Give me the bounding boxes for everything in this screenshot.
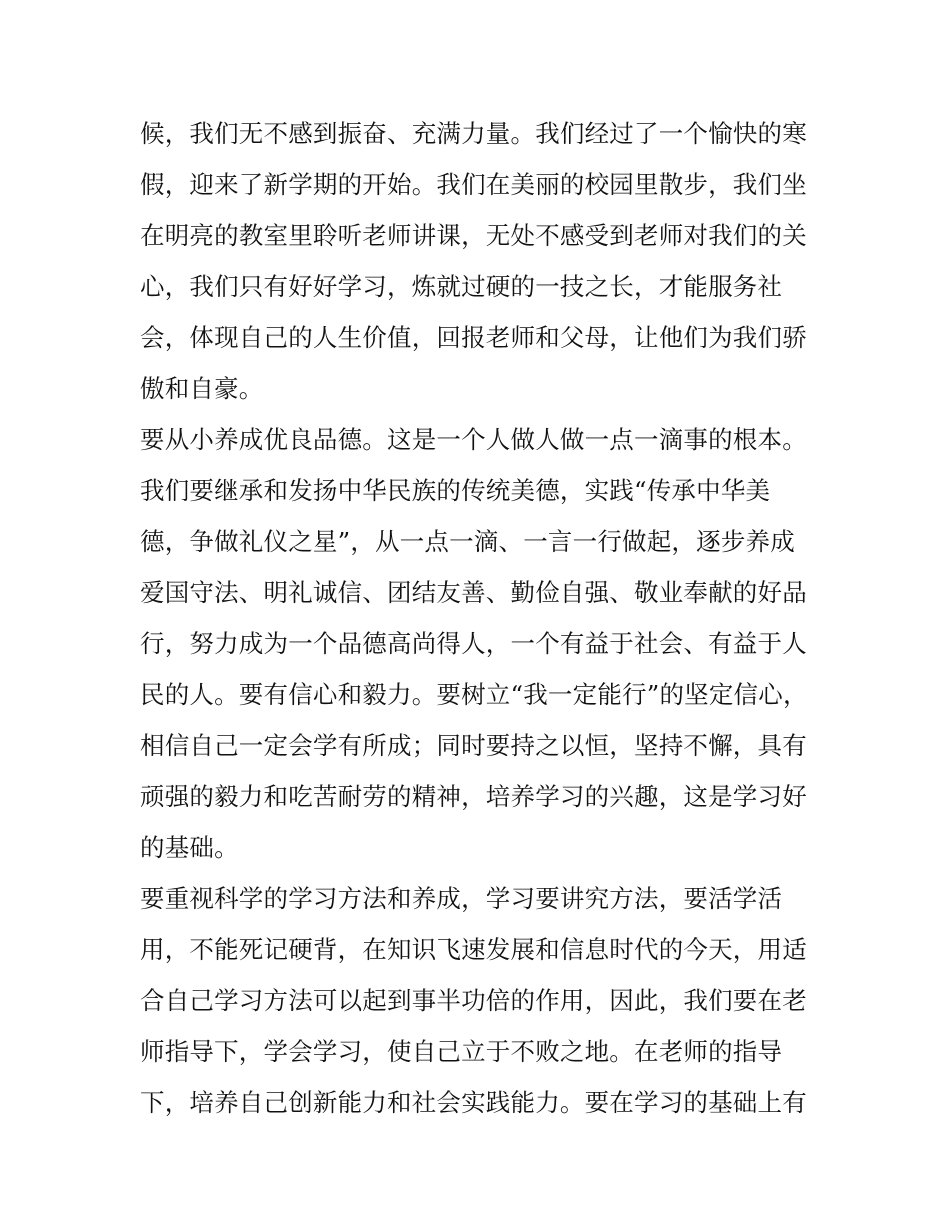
- text-line: 相信自己一定会学有所成；同时要持之以恒，坚持不懈，具有: [140, 731, 807, 760]
- text-line: 师指导下，学会学习，使自己立于不败之地。在老师的指导: [140, 1037, 783, 1066]
- text-line: 下，培养自己创新能力和社会实践能力。要在学习的基础上有: [140, 1088, 807, 1117]
- text-line: 要从小养成优良品德。这是一个人做人做一点一滴事的根本。: [140, 425, 807, 454]
- text-line: 的基础。: [140, 833, 239, 862]
- body-text: [140, 108, 820, 1128]
- text-line: 假，迎来了新学期的开始。我们在美丽的校园里散步，我们坐: [140, 170, 807, 199]
- text-line: 在明亮的教室里聆听老师讲课，无处不感受到老师对我们的关: [140, 221, 807, 250]
- text-line: 德，争做礼仪之星”，从一点一滴、一言一行做起，逐步养成: [140, 527, 795, 556]
- text-line: 民的人。要有信心和毅力。要树立“我一定能行”的坚定信心，: [140, 680, 808, 709]
- text-line: 心，我们只有好好学习，炼就过硬的一技之长，才能服务社: [140, 272, 783, 301]
- text-line: 顽强的毅力和吃苦耐劳的精神，培养学习的兴趣，这是学习好: [140, 782, 807, 811]
- text-line: 傲和自豪。: [140, 374, 264, 403]
- text-line: 我们要继承和发扬中华民族的传统美德，实践“传承中华美: [140, 476, 771, 505]
- text-line: 行，努力成为一个品德高尚得人，一个有益于社会、有益于人: [140, 629, 807, 658]
- text-line: 爱国守法、明礼诚信、团结友善、勤俭自强、敬业奉献的好品: [140, 578, 807, 607]
- text-line: 会，体现自己的人生价值，回报老师和父母，让他们为我们骄: [140, 323, 807, 352]
- text-line: 合自己学习方法可以起到事半功倍的作用，因此，我们要在老: [140, 986, 807, 1015]
- text-line: 用，不能死记硬背，在知识飞速发展和信息时代的今天，用适: [140, 935, 807, 964]
- text-line: 要重视科学的学习方法和养成，学习要讲究方法，要活学活: [140, 884, 783, 913]
- text-line: 候，我们无不感到振奋、充满力量。我们经过了一个愉快的寒: [140, 119, 807, 148]
